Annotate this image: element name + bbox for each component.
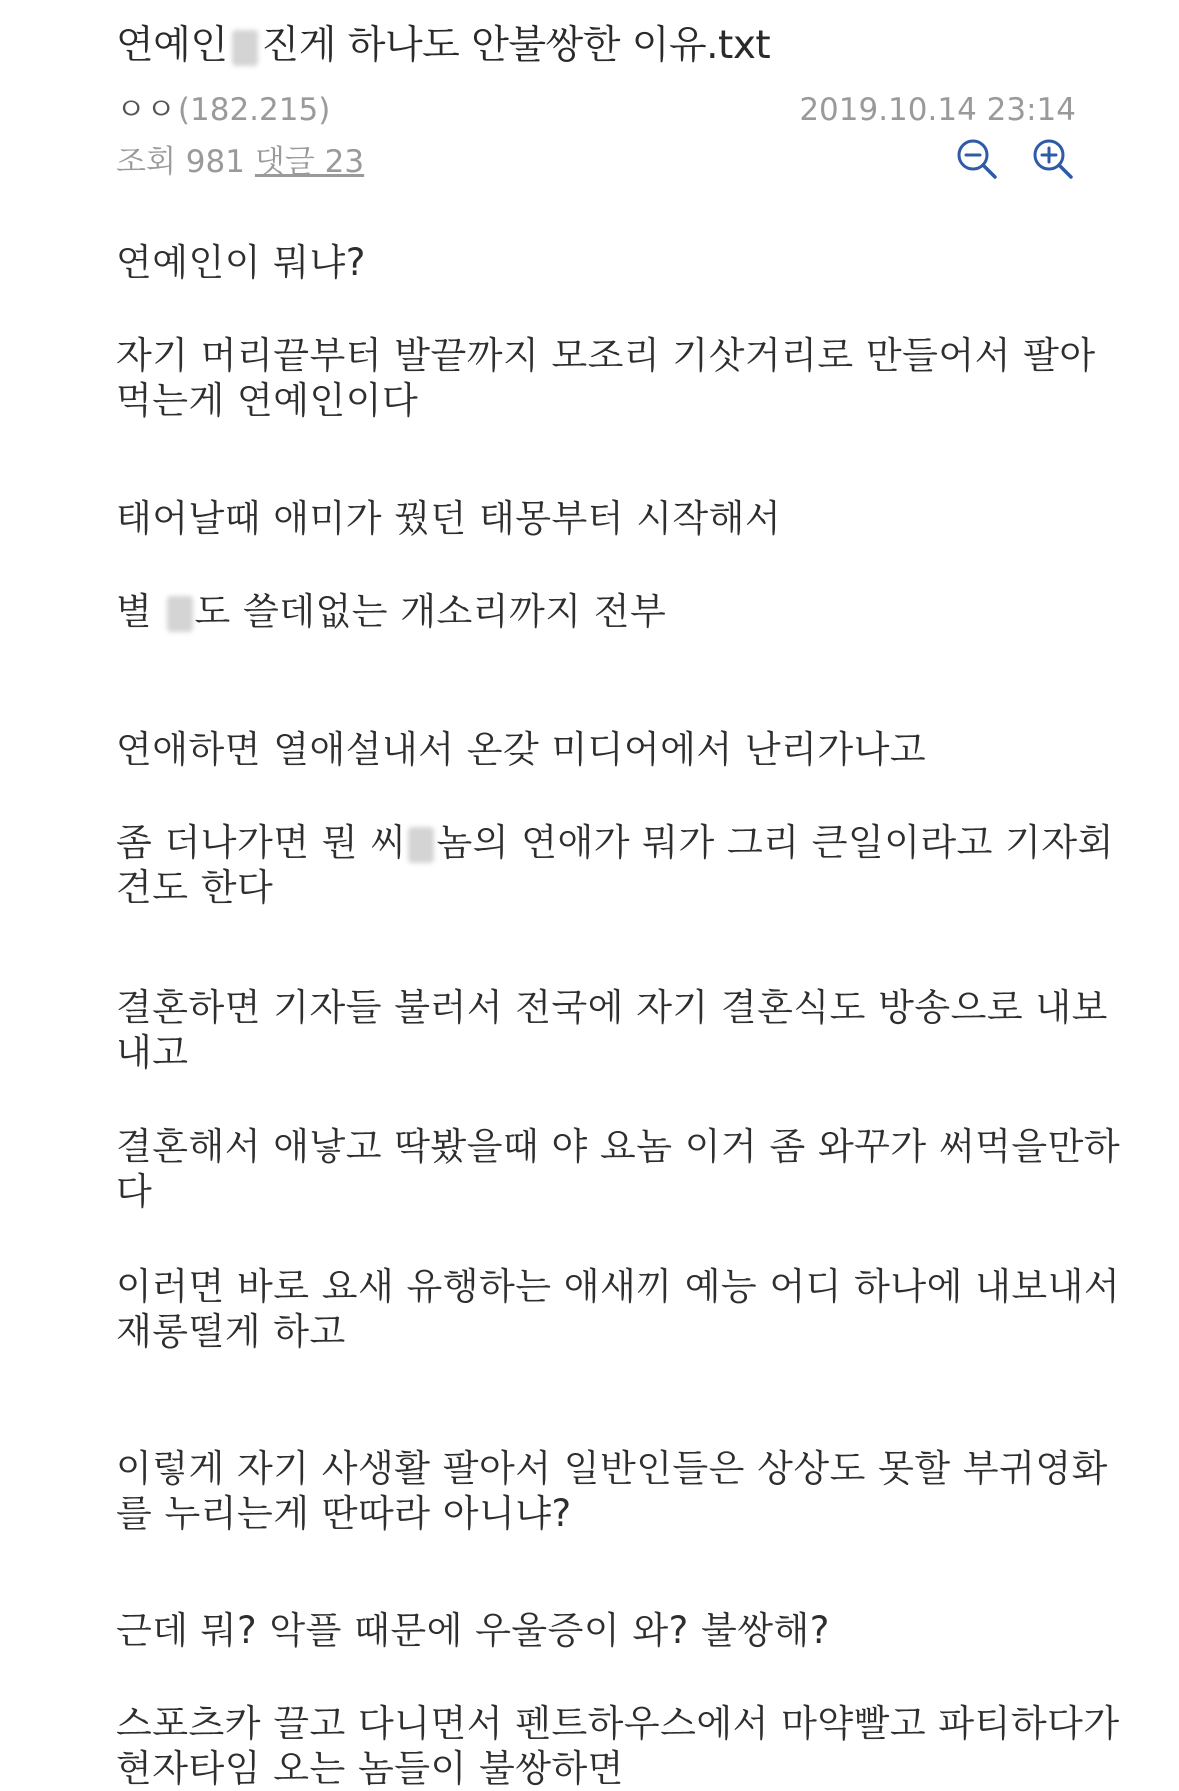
post-header [116,0,1076,200]
text-line [116,589,1076,634]
paragraph [116,820,1114,910]
text-line: 내고 [116,1031,189,1074]
text-line: 재롱떨게 하고 [116,1310,346,1353]
author-ip: (182.215) [177,92,331,128]
censor-blur [232,30,258,66]
text-line: 를 누리는게 딴따라 아니냐? [116,1492,572,1535]
paragraph [116,1701,1120,1791]
text-line: 연애하면 열애설내서 온갖 미디어에서 난리가나고 [116,728,927,771]
paragraph [116,1264,1121,1354]
text-line [116,820,1114,865]
text-line: 연예인이 뭐냐? [116,241,366,284]
paragraph [116,496,1076,541]
text-line: 자기 머리끝부터 발끝까지 모조리 기삿거리로 만들어서 팔아 [116,334,1096,377]
text-line: 현자타임 오는 놈들이 불쌍하면 [116,1747,624,1790]
paragraph [116,240,1076,285]
text-line: 이러면 바로 요새 유행하는 애새끼 예능 어디 하나에 내보내서 [116,1265,1121,1308]
author-nickname[interactable]: ㅇㅇ [116,92,176,128]
paragraph [116,589,1076,634]
paragraph [116,333,1096,423]
text-line: 먹는게 연예인이다 [116,379,419,422]
zoom-out-icon[interactable] [954,136,1000,182]
text-line: 스포츠카 끌고 다니면서 펜트하우스에서 마약빨고 파티하다가 [116,1702,1120,1745]
text-segment: 도 쓸데없는 개소리까지 전부 [194,590,667,633]
paragraph [116,727,1076,772]
paragraph [116,1446,1108,1536]
paragraph [116,1124,1121,1214]
text-line: 견도 한다 [116,866,274,909]
censor-blur [167,596,193,632]
text-line: 결혼해서 애낳고 딱봤을때 야 요놈 이거 좀 와꾸가 써먹을만하 [116,1125,1121,1168]
paragraph [116,985,1108,1075]
view-count: 조회 981 [116,144,245,180]
censor-blur [408,827,434,863]
post-title-start: 연예인 [116,23,228,68]
paragraph [116,1608,1076,1653]
author-info[interactable] [116,90,330,130]
text-line: 근데 뭐? 악플 때문에 우울증이 와? 불쌍해? [116,1609,830,1652]
comment-count-link[interactable]: 댓글 23 [254,144,365,180]
post-title [116,18,770,74]
post-stats [116,142,364,182]
text-line: 결혼하면 기자들 불러서 전국에 자기 결혼식도 방송으로 내보 [116,986,1108,1029]
text-segment: 좀 더나가면 뭔 씨 [116,821,407,864]
zoom-in-icon[interactable] [1030,136,1076,182]
text-line: 다 [116,1170,153,1213]
text-segment: 별 [116,590,153,633]
post-date: 2019.10.14 23:14 [799,92,1076,128]
text-segment: 놈의 연애가 뭐가 그리 큰일이라고 기자회 [436,821,1114,864]
post-title-end: 진게 하나도 안불쌍한 이유.txt [261,23,771,68]
text-line: 이렇게 자기 사생활 팔아서 일반인들은 상상도 못할 부귀영화 [116,1447,1108,1490]
text-line: 태어날때 애미가 꿨던 태몽부터 시작해서 [116,497,782,540]
